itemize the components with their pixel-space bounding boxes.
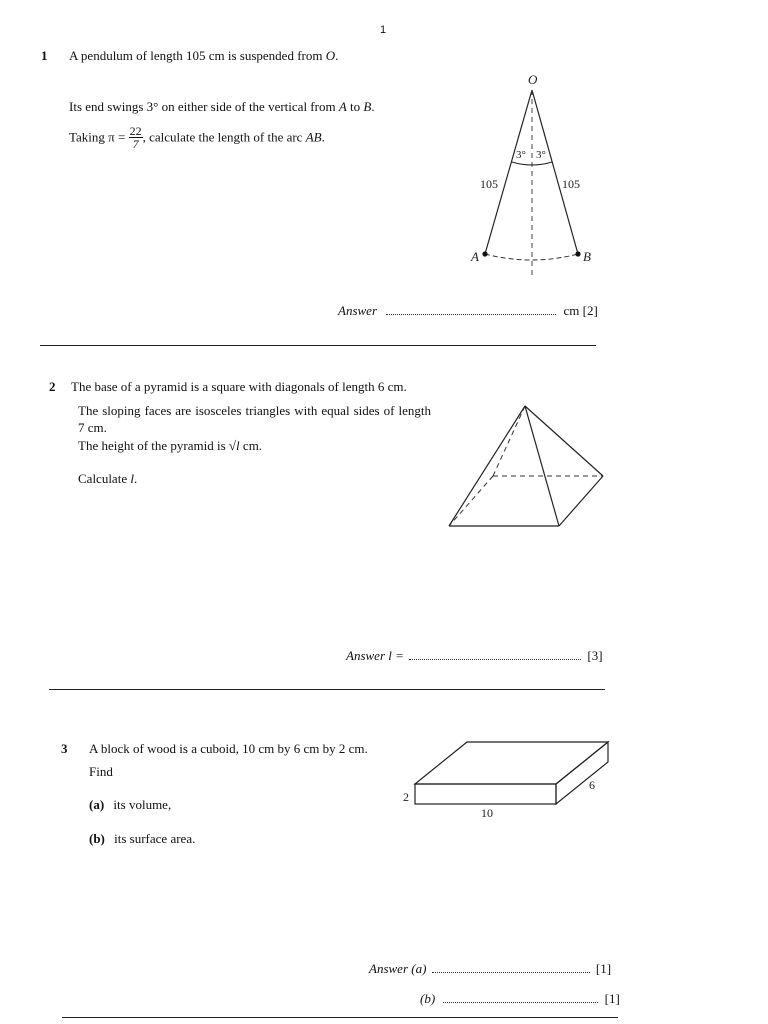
cuboid-front-face <box>415 784 556 804</box>
pyramid-hidden-base-2 <box>449 476 493 526</box>
q1-calc-end: . <box>321 129 325 145</box>
q1-answer-blank[interactable] <box>386 304 556 315</box>
q3-answer-a-label: Answer (a) <box>369 961 427 976</box>
pendulum-diagram <box>460 68 610 283</box>
q3-answer-b-label: (b) <box>420 991 436 1006</box>
length-label-left: 105 <box>480 177 498 191</box>
q1-answer-line <box>338 303 598 319</box>
q1-intro-end: . <box>335 48 339 63</box>
q2-height-a: The height of the pyramid is <box>78 438 229 453</box>
cuboid-label-length: 10 <box>481 806 493 820</box>
q2-divider <box>49 689 605 690</box>
q2-answer-label: Answer l = <box>346 648 404 663</box>
q1-point-o: O <box>325 48 336 63</box>
cuboid-side-face <box>556 742 608 804</box>
q1-number: 1 <box>41 48 48 63</box>
q2-calc-end: . <box>133 471 138 486</box>
cuboid-label-height: 2 <box>403 790 409 804</box>
q3-part-a-text: its volume, <box>113 797 172 812</box>
pyramid-edge-left <box>449 406 525 526</box>
q3-divider <box>62 1017 618 1018</box>
q3-part-a <box>89 797 171 813</box>
q1-point-a: A <box>338 99 347 114</box>
pendulum-label-o: O <box>528 72 538 87</box>
q2-calculate-text: Calculate <box>78 471 131 486</box>
q1-intro-text: A pendulum of length 105 cm is suspended from <box>69 48 326 63</box>
q2-answer-blank[interactable] <box>409 649 581 660</box>
q3-number: 3 <box>61 741 68 756</box>
q1-swing-to: to <box>346 99 364 114</box>
q1-divider <box>40 345 596 346</box>
q3-answer-a-blank[interactable] <box>432 962 590 973</box>
q1-frac-num: 22 <box>129 124 142 138</box>
q3-answer-a-line <box>369 961 611 977</box>
q2-calculate <box>78 471 137 487</box>
q2-height-b: cm. <box>239 438 263 453</box>
pendulum-label-a: A <box>471 249 479 264</box>
q1-swing-text <box>69 99 375 115</box>
cuboid-top-face <box>415 742 608 784</box>
cuboid-diagram <box>398 736 618 826</box>
q1-taking-pi <box>69 125 325 150</box>
q3-answer-b-blank[interactable] <box>443 992 598 1003</box>
q1-frac-den: 7 <box>132 137 139 151</box>
q2-answer-line <box>346 648 603 664</box>
q1-answer-unit: cm [2] <box>563 303 598 318</box>
pyramid-edge-right <box>525 406 603 476</box>
angle-label-right: 3° <box>536 149 546 161</box>
q2-calc-var: l <box>130 471 134 486</box>
point-b-dot <box>575 251 580 256</box>
q3-find: Find <box>89 764 113 779</box>
q3-answer-b-mark: [1] <box>604 991 620 1006</box>
point-a-dot <box>482 251 487 256</box>
q3-answer-a-mark: [1] <box>595 961 612 976</box>
q1-answer-label: Answer <box>338 303 377 318</box>
q1-taking: Taking π = <box>69 129 129 145</box>
q2-sloping-faces: The sloping faces are isosceles triangles with equal sides of length 7 cm. <box>78 403 431 435</box>
q2-height-sqrt: √l <box>228 438 240 453</box>
q3-answer-b-line <box>420 991 620 1007</box>
q1-point-b: B <box>363 99 372 114</box>
q3-intro: A block of wood is a cuboid, 10 cm by 6 cm by 2 cm. <box>89 741 368 756</box>
page-number: 1 <box>380 24 387 36</box>
length-label-right: 105 <box>562 177 580 191</box>
q3-part-b-label: (b) <box>89 831 105 846</box>
q1-calc: , calculate the length of the arc <box>142 129 306 145</box>
pendulum-string-left <box>485 90 532 254</box>
q1-intro <box>69 48 338 64</box>
pendulum-label-b: B <box>583 249 591 264</box>
angle-label-left: 3° <box>516 149 526 161</box>
q3-part-a-label: (a) <box>89 797 105 812</box>
q1-pi-fraction <box>129 125 143 150</box>
q2-number: 2 <box>49 379 56 394</box>
q2-height-text <box>78 438 262 454</box>
q1-arc: AB <box>305 129 322 145</box>
q3-part-b-text: its surface area. <box>114 831 196 846</box>
pyramid-diagram <box>445 402 610 532</box>
pyramid-hidden-edge-1 <box>493 406 525 476</box>
q3-part-b <box>89 831 195 847</box>
pyramid-base-right <box>559 476 603 526</box>
q1-swing-a: Its end swings 3° on either side of the vertical from <box>69 99 339 114</box>
pyramid-edge-front <box>525 406 559 526</box>
q2-answer-mark: [3] <box>587 648 603 663</box>
q2-intro: The base of a pyramid is a square with diagonals of length 6 cm. <box>71 379 407 394</box>
cuboid-label-depth: 6 <box>589 778 595 792</box>
q1-swing-end: . <box>371 99 375 114</box>
pendulum-string-right <box>532 90 578 254</box>
